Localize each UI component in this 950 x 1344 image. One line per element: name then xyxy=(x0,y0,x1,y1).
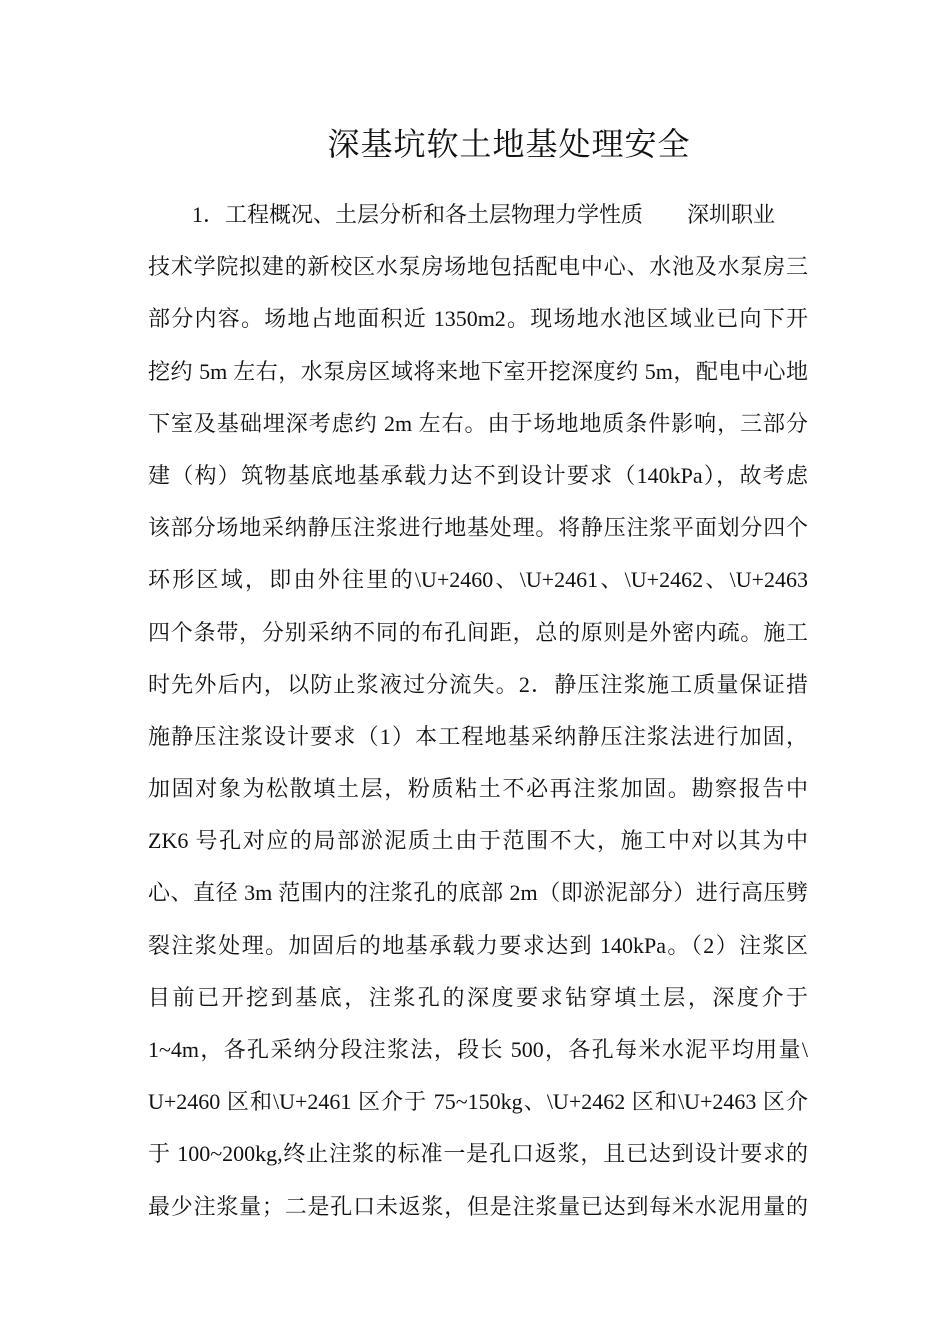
body-line: 四个条带，分别采纳不同的布孔间距，总的原则是外密内疏。施工 xyxy=(148,619,808,645)
body-line: 建（构）筑物基底地基承载力达不到设计要求（140kPa），故考虑 xyxy=(148,462,808,488)
body-line: 加固对象为松散填土层，粉质粘土不必再注浆加固。勘察报告中 xyxy=(148,776,808,802)
body-line: 下室及基础埋深考虑约 2m 左右。由于场地地质条件影响，三部分 xyxy=(148,410,808,436)
body-line: 环形区域，即由外往里的\U+2460、\U+2461、\U+2462、\U+2463 xyxy=(148,567,808,593)
body-line: 部分内容。场地占地面积近 1350m2。现场地水池区域业已向下开 xyxy=(148,306,808,332)
body-line: 1．工程概况、土层分析和各土层物理力学性质 深圳职业 xyxy=(192,202,776,227)
body-line: 心、直径 3m 范围内的注浆孔的底部 2m（即淤泥部分）进行高压劈 xyxy=(148,880,808,906)
body-line: 最少注浆量；二是孔口未返浆，但是注浆量已达到每米水泥用量的 xyxy=(148,1193,808,1219)
body-line: U+2460 区和\U+2461 区介于 75~150kg、\U+2462 区和\U+2463 区介 xyxy=(148,1089,808,1115)
document-body xyxy=(148,197,808,1241)
body-line: ZK6 号孔对应的局部淤泥质土由于范围不大，施工中对以其为中 xyxy=(148,828,809,854)
body-line: 挖约 5m 左右，水泵房区域将来地下室开挖深度约 5m，配电中心地 xyxy=(148,358,808,384)
body-line: 技术学院拟建的新校区水泵房场地包括配电中心、水池及水泵房三 xyxy=(148,254,808,280)
body-line: 于 100~200kg,终止注浆的标准一是孔口返浆，且已达到设计要求的 xyxy=(148,1141,808,1167)
body-line: 1~4m，各孔采纳分段注浆法，段长 500，各孔每米水泥平均用量\ xyxy=(148,1037,808,1062)
body-line: 裂注浆处理。加固后的地基承载力要求达到 140kPa。（2）注浆区 xyxy=(148,932,808,958)
document-title: 深基坑软土地基处理安全 xyxy=(327,125,691,163)
body-line: 该部分场地采纳静压注浆进行地基处理。将静压注浆平面划分四个 xyxy=(148,515,808,541)
body-line: 时先外后内，以防止浆液过分流失。2．静压注浆施工质量保证措 xyxy=(148,671,808,697)
body-line: 目前已开挖到基底，注浆孔的深度要求钻穿填土层，深度介于 xyxy=(148,984,808,1010)
body-line: 施静压注浆设计要求（1）本工程地基采纳静压注浆法进行加固， xyxy=(148,723,808,749)
